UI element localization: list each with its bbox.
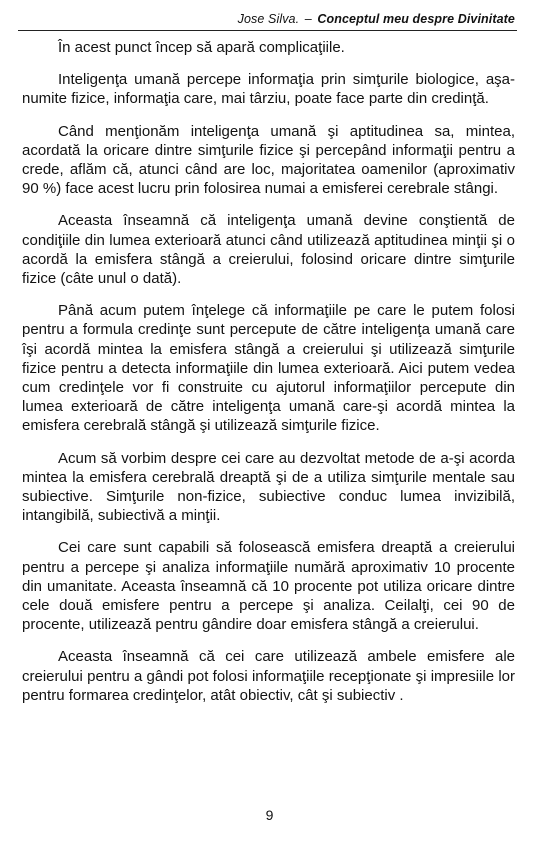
page-body [22, 38, 515, 718]
header-book-title: Conceptul meu despre Divinitate [317, 12, 515, 26]
paragraph: Aceasta înseamnă că inteligenţa umană devine conştientă de condiţiile din lumea exterioară atunci când utilizează aptitudinea minţii şi o acordă la emisfera stângă a creierului, folosind oricare dintre simţurile fizice (câte unul o dată). [22, 212, 515, 288]
paragraph: Aceasta înseamnă că cei care utilizează ambele emisfere ale creierului pentru a gândi pot folosi informaţiile recepţionate şi impresiile lor pentru formarea credinţelor, atât obiectiv, cât şi subiectiv . [22, 648, 515, 704]
running-header [238, 12, 515, 26]
header-separator: – [304, 12, 312, 26]
paragraph: Acum să vorbim despre cei care au dezvoltat metode de a-şi acorda mintea la emisfera cerebrală dreaptă şi de a utiliza simţurile mentale sau subiective. Simţurile non-fizice, subiective conduc lumea invizibilă, intangibilă, subiectivă a minţii. [22, 449, 515, 525]
page-number: 9 [265, 807, 274, 823]
header-rule [18, 30, 517, 31]
header-author: Jose Silva. [237, 12, 300, 26]
paragraph: În acest punct încep să apară complicaţiile. [58, 39, 345, 56]
paragraph: Cei care sunt capabili să folosească emisfera dreaptă a creierului pentru a percepe şi analiza informaţiile numără aproximativ 10 procente din umanitate. Aceasta înseamnă că 10 procente pot utiliza oricare dintre cele două emisfere pentru a percepe şi analiza. Ceilalţi, cei 90 de procente, utilizează pentru gândire doar emisfera stângă a creierului. [22, 539, 515, 634]
paragraph: Inteligenţa umană percepe informaţia prin simţurile biologice, aşa-numite fizice, informaţia care, mai târziu, poate face parte din credinţă. [22, 71, 515, 108]
paragraph: Până acum putem înţelege că informaţiile pe care le putem folosi pentru a formula credinţe sunt percepute de către inteligenţa umană care îşi acordă mintea la emisfera stângă a creierului şi utilizează simţurile fizice pentru a detecta informaţiile din lumea exterioară. Aici putem vedea cum credinţele vor fi construite cu ajutorul informaţiilor percepute din lumea exterioară de către inteligenţa umană care-şi acordă mintea la emisfera cerebrală stângă şi utilizează simţurile fizice. [22, 302, 515, 435]
paragraph: Când menţionăm inteligenţa umană şi aptitudinea sa, mintea, acordată la oricare dintre simţurile fizice şi percepând informaţii pentru a crede, aflăm că, atunci când are loc, majoritatea oamenilor (aproximativ 90 %) face acest lucru prin folosirea numai a emisferei cerebrale stângi. [22, 122, 515, 198]
